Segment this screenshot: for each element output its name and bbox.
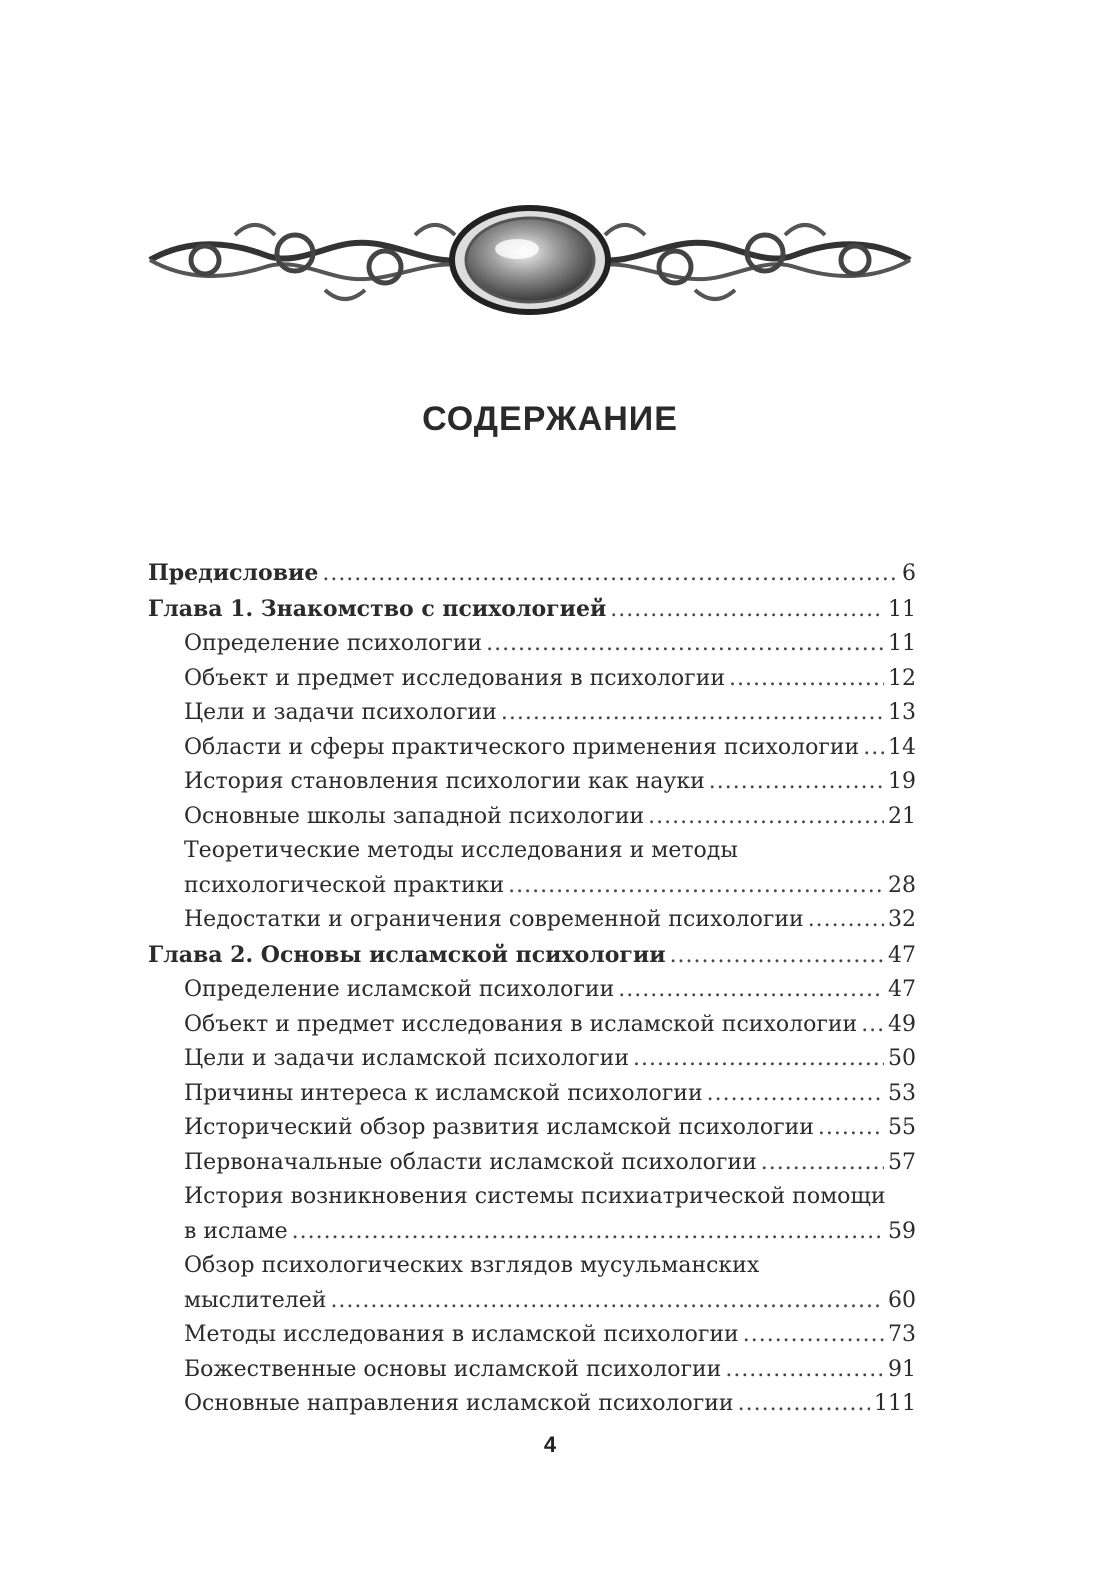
toc-page-number: 55	[888, 1115, 916, 1140]
toc-entry-section[interactable]	[184, 1180, 916, 1249]
toc-entry-title-line: психологической практики	[184, 872, 505, 898]
toc-entry-title: Цели и задачи психологии	[184, 700, 497, 725]
dot-leader	[322, 557, 898, 592]
dot-leader	[648, 800, 884, 835]
toc-page-number: 12	[888, 665, 916, 691]
dot-leader	[738, 1387, 870, 1422]
toc-page-number: 47	[888, 977, 916, 1002]
toc-entry-section[interactable]	[184, 800, 916, 835]
dot-leader	[508, 869, 884, 904]
toc-entry-section[interactable]	[184, 834, 916, 903]
toc-entry-title-line: Обзор психологических взглядов мусульманских	[184, 1253, 760, 1278]
toc-entry-title: Причины интереса к исламской психологии	[184, 1080, 703, 1106]
toc-entry-title: Объект и предмет исследования в психологии	[184, 665, 726, 691]
dot-leader	[761, 1146, 884, 1181]
toc-entry-section[interactable]	[184, 731, 916, 766]
toc-entry-title: Глава 1. Знакомство с психологией	[148, 595, 607, 622]
dot-leader	[670, 939, 884, 974]
toc-entry-section[interactable]	[184, 1318, 916, 1353]
toc-page-number: 91	[888, 1356, 916, 1382]
toc-entry-title: Определение психологии	[184, 631, 483, 656]
toc-entry-section[interactable]	[184, 696, 916, 731]
table-of-contents	[148, 556, 916, 1422]
toc-page-number: 19	[888, 769, 916, 794]
toc-entry-section[interactable]	[184, 1008, 916, 1043]
toc-page-number: 21	[888, 803, 916, 829]
toc-page-number: 50	[888, 1046, 916, 1071]
toc-entry-preface[interactable]	[148, 556, 916, 592]
toc-entry-title: Объект и предмет исследования в исламской психологии	[184, 1011, 858, 1037]
toc-entry-section[interactable]	[184, 627, 916, 662]
toc-entry-chapter-2[interactable]	[148, 938, 916, 974]
dot-leader	[863, 731, 884, 766]
dot-leader	[486, 627, 884, 662]
toc-entry-title: Глава 2. Основы исламской психологии	[148, 941, 666, 968]
dot-leader	[633, 1042, 884, 1077]
toc-entry-title: Предисловие	[148, 560, 319, 586]
toc-page-number: 73	[888, 1322, 916, 1347]
dot-leader	[610, 593, 884, 628]
toc-page-number: 47	[888, 942, 916, 968]
toc-entry-chapter-1[interactable]	[148, 592, 916, 628]
toc-page-number: 6	[902, 561, 916, 586]
toc-entry-section[interactable]	[184, 1249, 916, 1318]
dot-leader	[501, 696, 884, 731]
ornament-icon	[145, 205, 915, 315]
toc-entry-section[interactable]	[184, 765, 916, 800]
toc-entry-title-line: в исламе	[184, 1218, 288, 1244]
toc-entry-title: Определение исламской психологии	[184, 977, 615, 1002]
page-title: СОДЕРЖАНИЕ	[422, 400, 678, 438]
dot-leader	[861, 1008, 884, 1043]
dot-leader	[743, 1318, 884, 1353]
dot-leader	[725, 1353, 884, 1388]
dot-leader	[709, 765, 884, 800]
toc-entry-title-line: мыслителей	[184, 1287, 327, 1313]
toc-page-number: 59	[888, 1218, 916, 1244]
toc-page-number: 49	[888, 1011, 916, 1037]
toc-entry-section[interactable]	[184, 662, 916, 697]
toc-page-number: 111	[874, 1391, 916, 1416]
toc-entry-title: Недостатки и ограничения современной психологии	[184, 907, 804, 932]
toc-entry-section[interactable]	[184, 1353, 916, 1388]
toc-page-number: 28	[888, 872, 916, 898]
toc-page-number: 53	[888, 1080, 916, 1106]
dot-leader	[330, 1284, 884, 1319]
toc-entry-title: Божественные основы исламской психологии	[184, 1356, 722, 1382]
page-number: 4	[543, 1432, 557, 1457]
toc-page-number: 32	[888, 907, 916, 932]
toc-entry-section[interactable]	[184, 903, 916, 938]
toc-entry-title: История становления психологии как науки	[184, 769, 705, 794]
toc-entry-title: Исторический обзор развития исламской психологии	[184, 1115, 814, 1140]
toc-entry-section[interactable]	[184, 1077, 916, 1112]
dot-leader	[729, 662, 884, 697]
toc-entry-title-line: История возникновения системы психиатрической помощи	[184, 1184, 886, 1209]
toc-entry-title-line: Теоретические методы исследования и методы	[184, 838, 738, 863]
dot-leader	[618, 973, 884, 1008]
dot-leader	[818, 1111, 884, 1146]
toc-page-number: 11	[888, 596, 916, 622]
toc-entry-title: Цели и задачи исламской психологии	[184, 1046, 630, 1071]
toc-entry-title: Первоначальные области исламской психологии	[184, 1149, 757, 1175]
dot-leader	[808, 903, 884, 938]
dot-leader	[292, 1215, 884, 1250]
toc-entry-section[interactable]	[184, 1111, 916, 1146]
toc-entry-title: Основные школы западной психологии	[184, 803, 645, 829]
toc-entry-section[interactable]	[184, 973, 916, 1008]
toc-entry-title: Методы исследования в исламской психологии	[184, 1322, 739, 1347]
dot-leader	[707, 1077, 884, 1112]
toc-entry-title: Основные направления исламской психологии	[184, 1391, 734, 1416]
toc-page-number: 13	[888, 700, 916, 725]
toc-entry-section[interactable]	[184, 1387, 916, 1422]
toc-entry-title: Области и сферы практического применения психологии	[184, 734, 860, 760]
toc-page-number: 11	[888, 631, 916, 656]
toc-page-number: 14	[888, 734, 916, 760]
toc-page-number: 57	[888, 1149, 916, 1175]
toc-entry-section[interactable]	[184, 1042, 916, 1077]
toc-page-number: 60	[888, 1287, 916, 1313]
toc-entry-section[interactable]	[184, 1146, 916, 1181]
